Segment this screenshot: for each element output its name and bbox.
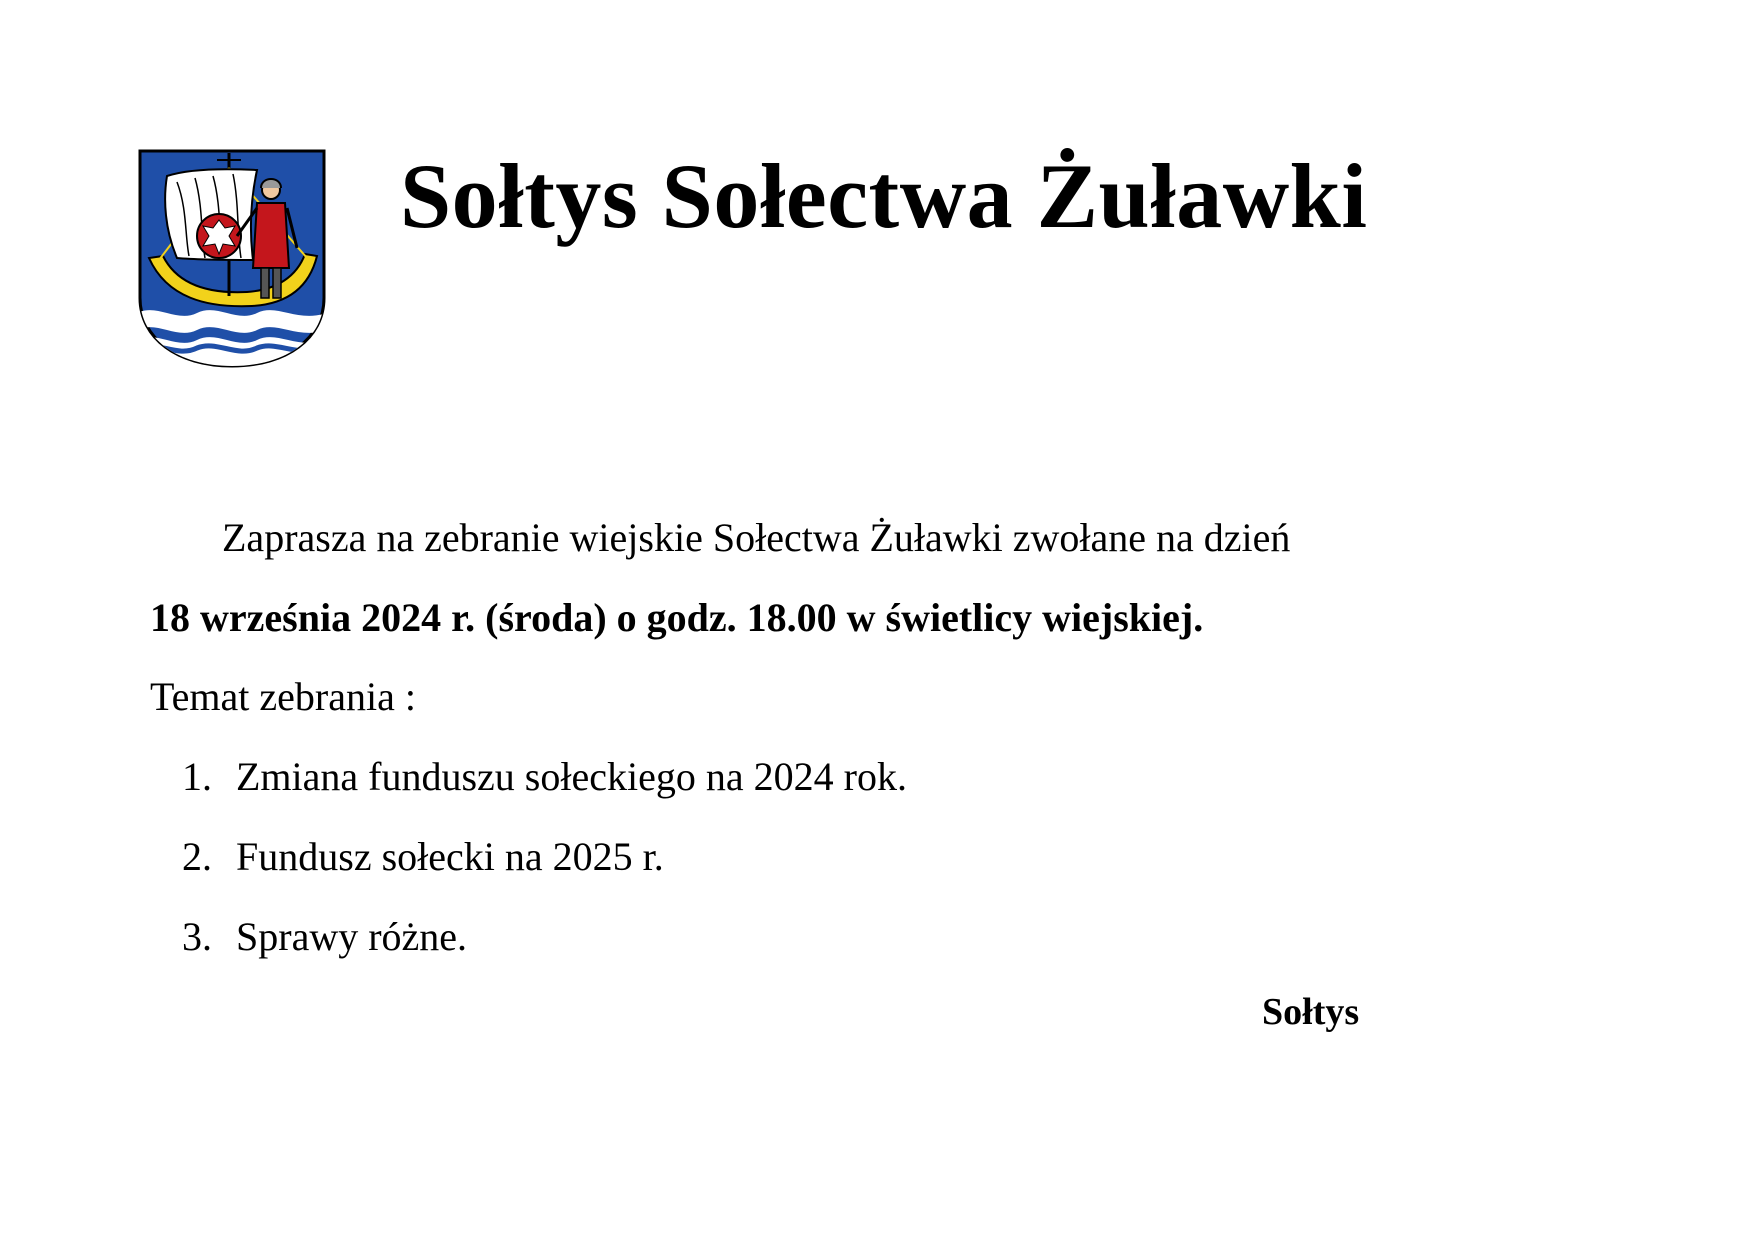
list-item — [182, 914, 907, 997]
list-item — [182, 834, 907, 917]
knight-figure — [253, 203, 289, 268]
invitation-text: Zaprasza na zebranie wiejskie Sołectwa Żuławki zwołane na dzień — [222, 515, 1291, 560]
meeting-date-line: 18 września 2024 r. (środa) o godz. 18.00 w świetlicy wiejskiej. — [150, 595, 1204, 640]
coat-of-arms-icon — [137, 148, 327, 370]
agenda-list — [182, 754, 907, 997]
list-item-text: Zmiana funduszu sołeckiego na 2024 rok. — [236, 754, 907, 799]
agenda-heading: Temat zebrania : — [150, 674, 416, 719]
list-item-number: 3. — [182, 914, 212, 959]
list-item-number: 2. — [182, 834, 212, 879]
list-item-text: Fundusz sołecki na 2025 r. — [236, 834, 664, 879]
list-item-number: 1. — [182, 754, 212, 799]
signature: Sołtys — [1262, 991, 1360, 1033]
list-item — [182, 754, 907, 837]
list-item-text: Sprawy różne. — [236, 914, 468, 959]
page-title: Sołtys Sołectwa Żuławki — [400, 145, 1368, 247]
